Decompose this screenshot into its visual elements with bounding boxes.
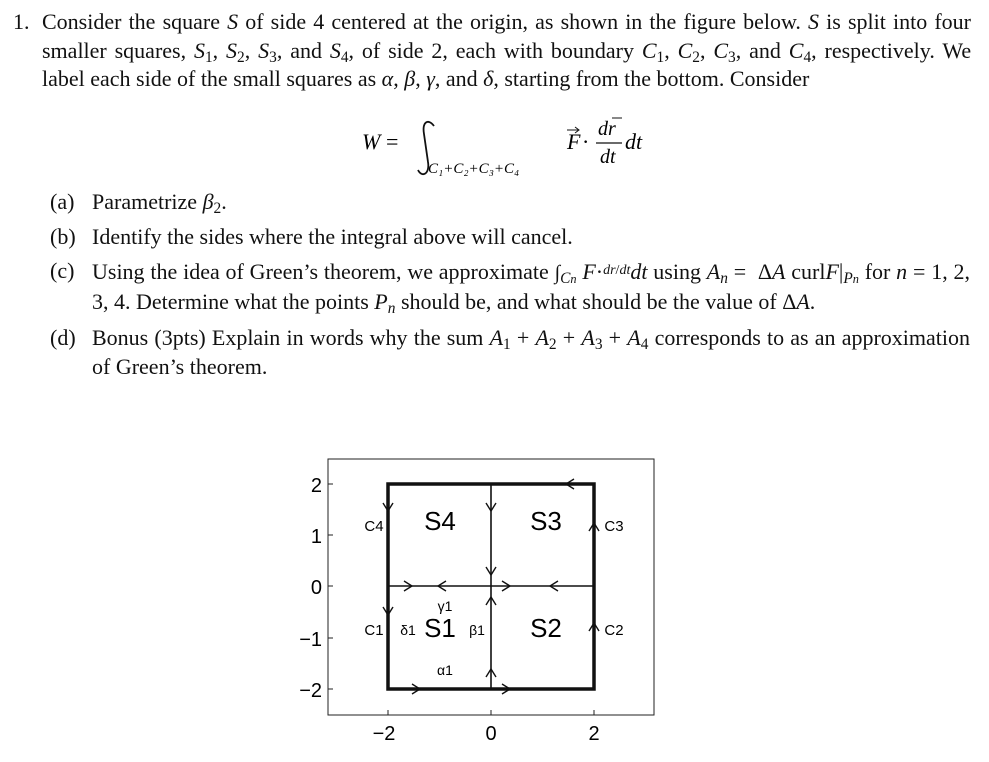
curve-label-c2: C2 — [604, 622, 624, 639]
problem-parts — [50, 188, 970, 387]
part-d-label: (d) — [50, 325, 76, 350]
y-tick-label: −2 — [299, 680, 322, 702]
formula-tail: dt — [625, 129, 643, 154]
x-tick-label: 2 — [588, 723, 600, 745]
y-tick-label: 0 — [310, 577, 322, 599]
curve-label-c4: C4 — [364, 518, 384, 535]
part-a-label: (a) — [50, 189, 75, 214]
part-b-label: (b) — [50, 223, 76, 249]
x-tick-label: −2 — [372, 723, 396, 745]
formula-svg — [362, 112, 762, 182]
squares-figure — [292, 455, 672, 755]
y-tick-label: 1 — [310, 526, 322, 548]
part-b-text: Identify the sides where the integral above will cancel. — [92, 223, 573, 249]
problem-number: 1. — [13, 9, 30, 34]
region-label-s4: S4 — [424, 506, 456, 536]
formula-denominator: dt — [600, 146, 616, 168]
formula-lhs: W — [362, 129, 381, 154]
y-tick-label: 2 — [310, 475, 322, 497]
curve-label-c1: C1 — [364, 622, 384, 639]
figure-svg — [292, 455, 672, 755]
region-label-s2: S2 — [530, 613, 562, 643]
part-c-label: (c) — [50, 258, 75, 283]
work-integral-formula — [362, 112, 762, 182]
side-label-gamma: γ1 — [437, 598, 453, 614]
part-c-text-a: Using the idea of Green’s theorem, we approximate — [92, 259, 549, 284]
y-tick-label: −1 — [299, 629, 322, 651]
problem-statement — [13, 8, 971, 94]
formula-F: F — [567, 129, 581, 154]
region-label-s1: S1 — [424, 613, 456, 643]
side-label-beta: β1 — [469, 622, 485, 638]
formula-equals: = — [386, 129, 399, 154]
region-label-s3: S3 — [530, 506, 562, 536]
part-b — [50, 223, 970, 252]
part-c-text-b: using — [653, 259, 701, 284]
side-label-alpha: α1 — [437, 662, 453, 678]
formula-dot: · — [582, 129, 590, 154]
part-c: (c) Using the idea of Green’s theorem, we approximate $\int_{Cn}$ F·$^{dr/dt}$dt using $A_n = \Delta A$ $curlF|_{Pn}$ for n = 1, 2, 3, 4. Determine what the points $P_n$ should be, and what should be the value of ΔA. — [50, 258, 971, 317]
part-a: (a) Parametrize $\beta_2$. — [50, 189, 227, 217]
formula-subscript: C₁+C₂+C₃+C₄ — [428, 161, 520, 177]
part-d: (d) Bonus (3pts) Explain in words why the sum $A_1 + A_2 + A_3 + A_4$ corresponds to as an approximation of Green’s theorem. — [50, 325, 970, 379]
formula-numerator: dr — [598, 118, 616, 140]
curve-label-c3: C3 — [604, 518, 624, 535]
problem-intro: Consider the square S of side 4 centered at the origin, as shown in the figure below. S is split into four smaller squares, $S_1$, $S_2$, $S_3$, and $S_4$, of side 2, each with boundary $C_1$, $C_2$, $C_3$, and $C_4$, respectively. We label each side of the small squares as α, β, γ, and δ, starting from the bottom. Consider — [42, 9, 972, 91]
x-tick-label: 0 — [485, 723, 497, 745]
y-axis-ticks — [328, 484, 333, 689]
x-axis-ticks — [388, 710, 594, 715]
side-label-delta: δ1 — [400, 622, 416, 638]
